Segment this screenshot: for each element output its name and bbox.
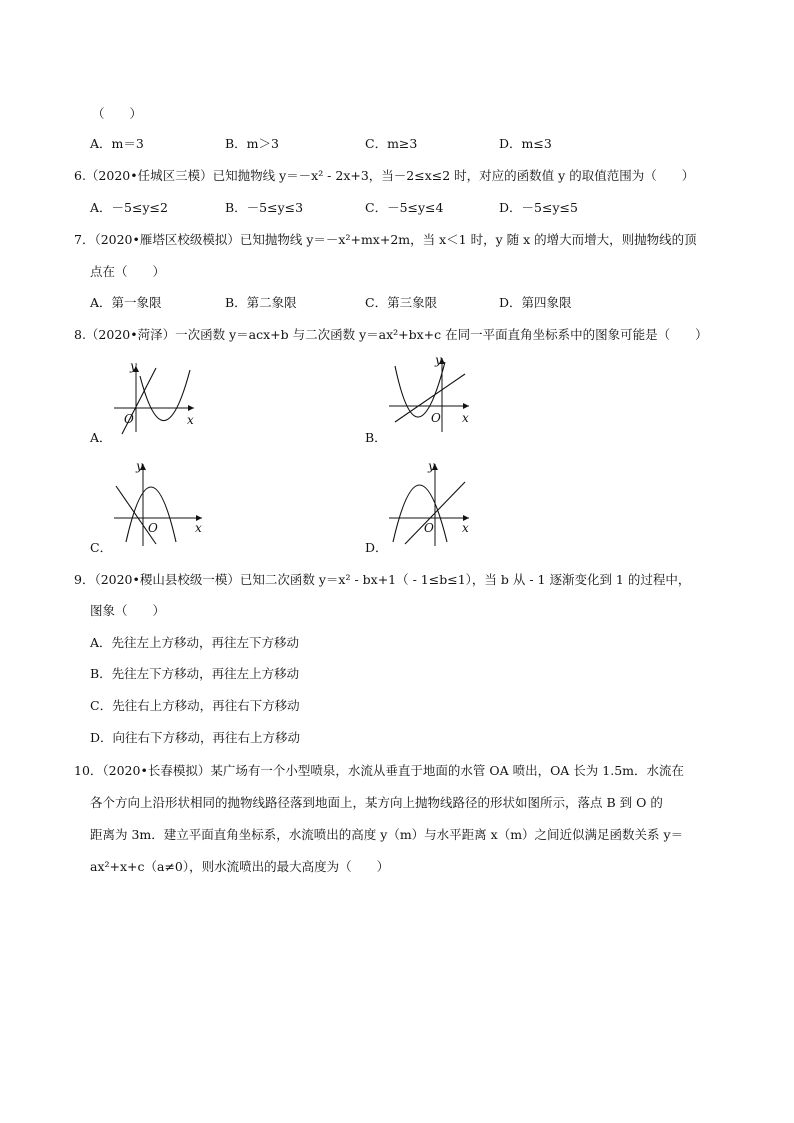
q8-a-x-label: x bbox=[187, 413, 194, 427]
q10-line1: 10．（2020•长春模拟）某广场有一个小型喷泉，水流从垂直于地面的水管 OA 喷出，OA 长为 1.5m．水流在 bbox=[74, 763, 685, 778]
q8-option-c[interactable]: C． bbox=[90, 540, 113, 555]
q9-option-a[interactable]: A．先往左上方移动，再往左下方移动 bbox=[90, 635, 300, 650]
q10-line2: 各个方向上沿形状相同的抛物线路径落到地面上，某方向上抛物线路径的形状如图所示，落点 B 到 O 的 bbox=[90, 795, 663, 810]
q8-graph-b bbox=[385, 352, 495, 438]
q6-stem: 6.（2020•任城区三模）已知抛物线 y＝－x² - 2x+3，当－2≤x≤2 时，对应的函数值 y 的取值范围为（ ） bbox=[74, 168, 695, 183]
q6-option-b[interactable]: B．－5≤y≤3 bbox=[225, 200, 304, 215]
q8-c-origin: O bbox=[148, 521, 158, 535]
q7-stem-line1: 7．（2020•雁塔区校级模拟）已知抛物线 y＝－x²+mx+2m，当 x＜1 时，y 随 x 的增大而增大，则抛物线的顶 bbox=[74, 232, 697, 247]
q8-graph-a bbox=[110, 358, 220, 438]
q5-option-d[interactable]: D．m≤3 bbox=[499, 136, 552, 151]
q8-b-y-label: y bbox=[435, 353, 442, 367]
q8-b-x-label: x bbox=[462, 411, 469, 425]
q5-option-c[interactable]: C．m≥3 bbox=[365, 136, 418, 151]
q5-option-b[interactable]: B．m＞3 bbox=[225, 136, 279, 151]
q8-stem: 8.（2020•菏泽）一次函数 y＝acx+b 与二次函数 y＝ax²+bx+c 在同一平面直角坐标系中的图象可能是（ ） bbox=[74, 327, 708, 342]
q5-option-a[interactable]: A．m＝3 bbox=[90, 136, 144, 151]
q9-option-c[interactable]: C．先往右上方移动，再往右下方移动 bbox=[90, 698, 300, 713]
q8-b-origin: O bbox=[431, 411, 441, 425]
q8-c-x-label: x bbox=[195, 521, 202, 535]
q6-option-a[interactable]: A．－5≤y≤2 bbox=[90, 200, 168, 215]
q10-line3: 距离为 3m．建立平面直角坐标系，水流喷出的高度 y（m）与水平距离 x（m）之间近似满足函数关系 y＝ bbox=[90, 827, 684, 842]
q6-option-d[interactable]: D．－5≤y≤5 bbox=[499, 200, 578, 215]
q9-stem-line1: 9．（2020•稷山县校级一模）已知二次函数 y＝x² - bx+1（ - 1≤b≤1），当 b 从 - 1 逐渐变化到 1 的过程中， bbox=[74, 572, 691, 587]
q8-d-y-label: y bbox=[428, 459, 435, 473]
q8-a-origin: O bbox=[124, 412, 134, 426]
q9-option-d[interactable]: D．向往右下方移动，再往右上方移动 bbox=[90, 730, 301, 745]
q8-option-b[interactable]: B． bbox=[365, 430, 387, 445]
q7-option-d[interactable]: D．第四象限 bbox=[499, 295, 572, 310]
q5-paren: （ ） bbox=[92, 106, 143, 121]
q8-d-x-label: x bbox=[462, 521, 469, 535]
q6-option-c[interactable]: C．－5≤y≤4 bbox=[365, 200, 444, 215]
q7-option-b[interactable]: B．第二象限 bbox=[225, 295, 297, 310]
q7-option-a[interactable]: A．第一象限 bbox=[90, 295, 162, 310]
q8-a-y-label: y bbox=[130, 359, 137, 373]
q10-line4: ax²+x+c（a≠0），则水流喷出的最大高度为（ ） bbox=[90, 859, 390, 874]
q8-option-a[interactable]: A． bbox=[90, 430, 112, 445]
q7-option-c[interactable]: C．第三象限 bbox=[365, 295, 438, 310]
q7-stem-line2: 点在（ ） bbox=[90, 264, 166, 279]
q9-option-b[interactable]: B．先往左下方移动，再往左上方移动 bbox=[90, 666, 300, 681]
q8-c-y-label: y bbox=[136, 459, 143, 473]
q8-graph-c bbox=[110, 458, 220, 548]
q8-option-d[interactable]: D． bbox=[365, 540, 388, 555]
q9-stem-line2: 图象（ ） bbox=[90, 603, 166, 618]
q8-d-origin: O bbox=[424, 521, 434, 535]
q8-graph-d bbox=[385, 458, 495, 548]
